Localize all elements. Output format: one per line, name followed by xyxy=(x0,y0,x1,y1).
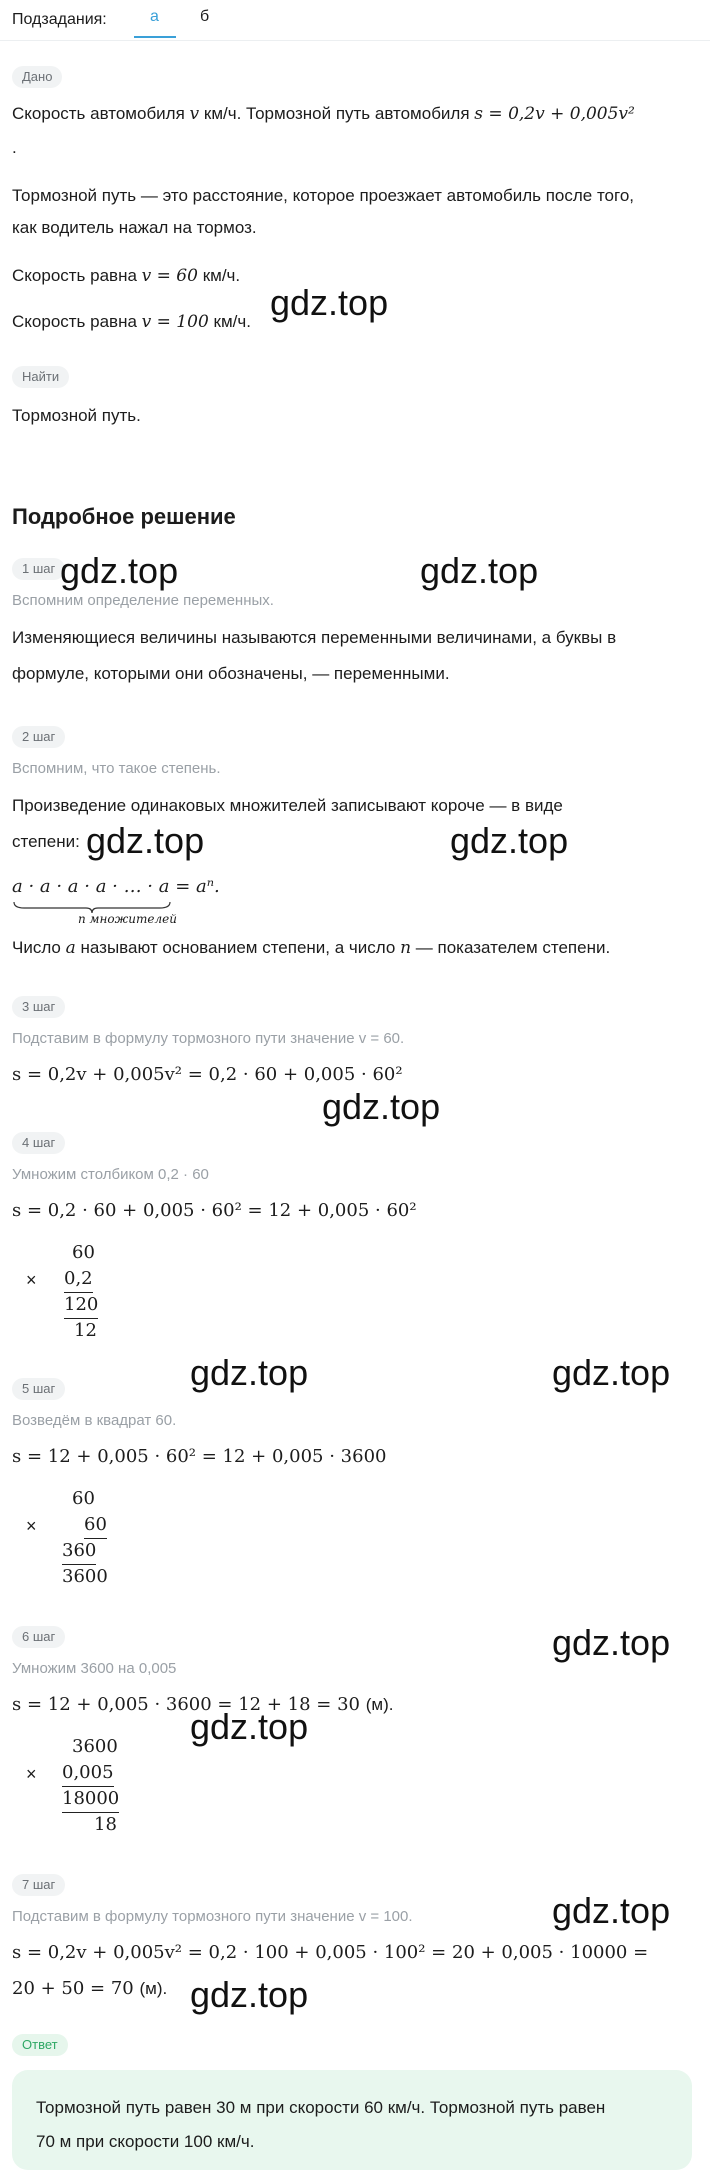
active-tab-indicator xyxy=(134,36,176,38)
step2-text2: степени: xyxy=(12,832,80,851)
step2-hint: Вспомним, что такое степень. xyxy=(12,760,221,777)
step7-formula-line2: 20 + 50 = 70 (м). xyxy=(12,1978,168,1999)
step2-badge: 2 шаг xyxy=(12,726,65,748)
watermark: gdz.top xyxy=(552,1352,671,1393)
step1-badge: 1 шаг xyxy=(12,558,65,580)
step6-badge: 6 шаг xyxy=(12,1626,65,1648)
watermark: gdz.top xyxy=(86,820,205,861)
watermark: gdz.top xyxy=(420,550,539,591)
given-speed1: Скорость равна v = 60 км/ч. xyxy=(12,266,241,286)
power-formula: a · a · a · a · … · a = aⁿ. xyxy=(12,876,220,897)
watermark: gdz.top xyxy=(190,1974,309,2015)
watermark: gdz.top xyxy=(322,1086,441,1127)
step3-hint: Подставим в формулу тормозного пути значение v = 60. xyxy=(12,1030,405,1047)
step1-text1: Изменяющиеся величины называются переменными величинами, а буквы в xyxy=(12,628,617,647)
given-definition-line1: Тормозной путь — это расстояние, которое проезжает автомобиль после того, xyxy=(12,186,635,205)
answer-badge: Ответ xyxy=(12,2034,68,2056)
step5-formula: s = 12 + 0,005 · 60² = 12 + 0,005 · 3600 xyxy=(12,1446,387,1467)
step6-hint: Умножим 3600 на 0,005 xyxy=(12,1660,177,1677)
multiply-sign: × xyxy=(26,1516,37,1536)
tab-b[interactable]: б xyxy=(200,8,210,25)
subtasks-label: Подзадания: xyxy=(12,11,107,28)
solution-title: Подробное решение xyxy=(12,504,236,529)
answer-line2: 70 м при скорости 100 км/ч. xyxy=(36,2132,255,2151)
answer-line1: Тормозной путь равен 30 м при скорости 60 км/ч. Тормозной путь равен xyxy=(36,2098,606,2117)
step5-hint: Возведём в квадрат 60. xyxy=(12,1412,177,1429)
watermark: gdz.top xyxy=(190,1352,309,1393)
multiply-sign: × xyxy=(26,1270,37,1290)
tab-a[interactable]: а xyxy=(150,8,159,25)
watermark: gdz.top xyxy=(552,1890,671,1931)
step4-badge: 4 шаг xyxy=(12,1132,65,1154)
find-badge: Найти xyxy=(12,366,69,388)
given-badge: Дано xyxy=(12,66,62,88)
underbrace-label: n множителей xyxy=(78,912,177,926)
watermark: gdz.top xyxy=(60,550,179,591)
step1-hint: Вспомним определение переменных. xyxy=(12,592,274,609)
step5-badge: 5 шаг xyxy=(12,1378,65,1400)
step2-text1: Произведение одинаковых множителей записывают короче — в виде xyxy=(12,796,563,815)
given-line1: Скорость автомобиля v км/ч. Тормозной путь автомобиля s = 0,2v + 0,005v² xyxy=(12,104,635,124)
step1-text2: формуле, которыми они обозначены, — переменными. xyxy=(12,664,450,683)
step7-hint: Подставим в формулу тормозного пути значение v = 100. xyxy=(12,1908,413,1925)
step7-badge: 7 шаг xyxy=(12,1874,65,1896)
step2-text3: Число a называют основанием степени, а число n — показателем степени. xyxy=(12,938,611,958)
given-speed2: Скорость равна v = 100 км/ч. xyxy=(12,312,251,332)
step3-formula: s = 0,2v + 0,005v² = 0,2 · 60 + 0,005 · 60² xyxy=(12,1064,403,1085)
watermark: gdz.top xyxy=(450,820,569,861)
step4-formula: s = 0,2 · 60 + 0,005 · 60² = 12 + 0,005 · 60² xyxy=(12,1200,417,1221)
given-definition-line2: как водитель нажал на тормоз. xyxy=(12,218,257,237)
step7-formula-line1: s = 0,2v + 0,005v² = 0,2 · 100 + 0,005 · 100² = 20 + 0,005 · 10000 = xyxy=(12,1942,649,1963)
find-text: Тормозной путь. xyxy=(12,406,141,425)
step6-formula: s = 12 + 0,005 · 3600 = 12 + 18 = 30 (м). xyxy=(12,1694,394,1715)
watermark: gdz.top xyxy=(270,282,389,323)
watermark: gdz.top xyxy=(190,1706,309,1747)
step3-badge: 3 шаг xyxy=(12,996,65,1018)
answer-box xyxy=(12,2070,692,2170)
step4-hint: Умножим столбиком 0,2 · 60 xyxy=(12,1166,209,1183)
tabs-divider xyxy=(0,40,710,41)
multiply-sign: × xyxy=(26,1764,37,1784)
watermark: gdz.top xyxy=(552,1622,671,1663)
